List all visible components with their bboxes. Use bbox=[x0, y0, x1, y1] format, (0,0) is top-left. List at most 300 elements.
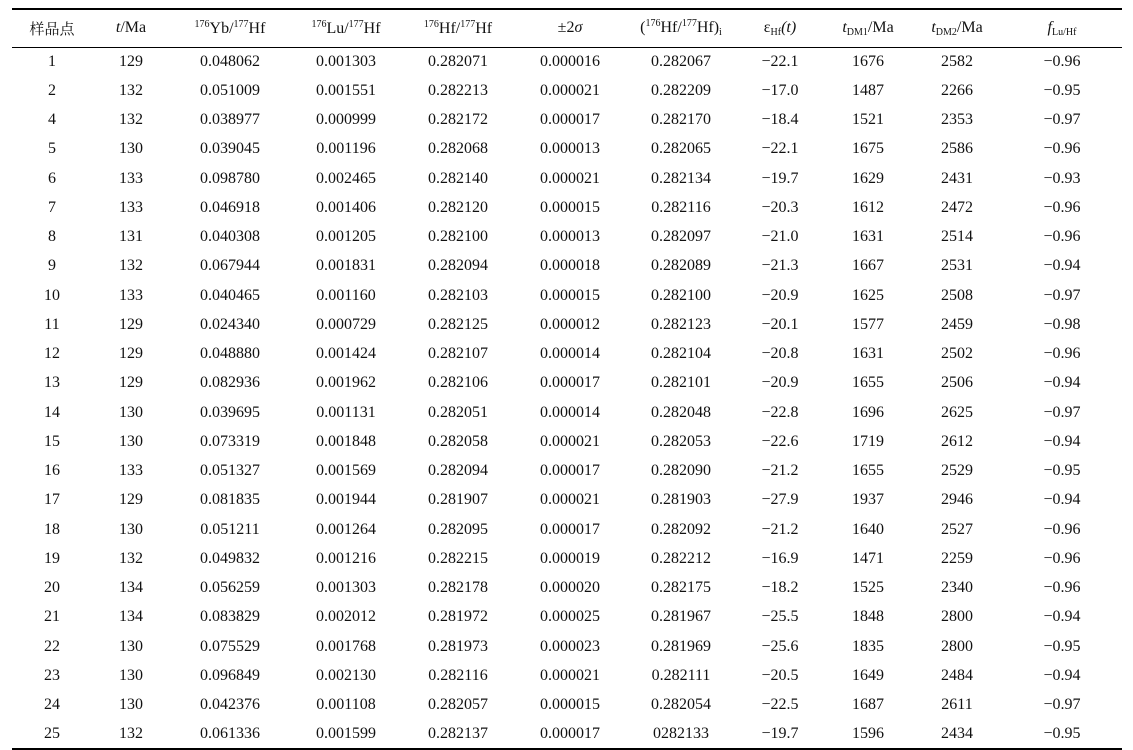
header-tdm1-var: t bbox=[842, 18, 847, 36]
table-row bbox=[12, 193, 1122, 222]
cell-sigma: 0.000015 bbox=[540, 198, 600, 216]
cell-f-lu-hf: −0.94 bbox=[1043, 432, 1081, 450]
cell-tdm1: 1471 bbox=[852, 549, 884, 567]
cell-lu-hf: 0.001569 bbox=[316, 462, 376, 480]
cell-sample: 10 bbox=[44, 286, 60, 304]
header-f-sub: Lu/Hf bbox=[1052, 26, 1077, 38]
cell-tdm1: 1937 bbox=[852, 491, 884, 509]
cell-hf-initial: 0.282116 bbox=[651, 198, 711, 216]
cell-hf-initial: 0.282048 bbox=[651, 403, 711, 421]
cell-hf-initial: 0.282111 bbox=[651, 666, 711, 684]
table-row bbox=[12, 427, 1122, 456]
cell-yb-hf: 0.083829 bbox=[200, 608, 260, 626]
cell-age: 129 bbox=[119, 345, 143, 363]
cell-tdm1: 1577 bbox=[852, 315, 884, 333]
cell-yb-hf: 0.048062 bbox=[200, 52, 260, 70]
cell-tdm1: 1625 bbox=[852, 286, 884, 304]
cell-epsilon-hf: −27.9 bbox=[761, 491, 799, 509]
cell-f-lu-hf: −0.97 bbox=[1043, 403, 1081, 421]
cell-tdm2: 2800 bbox=[941, 637, 973, 655]
cell-sigma: 0.000012 bbox=[540, 315, 600, 333]
table-row bbox=[12, 720, 1122, 749]
table-row bbox=[12, 515, 1122, 544]
cell-yb-hf: 0.051327 bbox=[200, 462, 260, 480]
cell-tdm2: 2353 bbox=[941, 111, 973, 129]
header-tdm2-sub: DM2 bbox=[935, 26, 957, 38]
cell-age: 133 bbox=[119, 462, 143, 480]
cell-sample: 7 bbox=[48, 198, 56, 216]
header-tdm2 bbox=[912, 9, 1002, 47]
cell-hf-initial: 0.282065 bbox=[651, 140, 711, 158]
cell-tdm1: 1525 bbox=[852, 579, 884, 597]
cell-f-lu-hf: −0.96 bbox=[1043, 520, 1081, 538]
header-eps-t: (t) bbox=[781, 18, 797, 36]
cell-tdm1: 1649 bbox=[852, 666, 884, 684]
cell-yb-hf: 0.040465 bbox=[200, 286, 260, 304]
header-yb-el: Yb/ bbox=[209, 19, 234, 37]
header-tdm1 bbox=[824, 9, 912, 47]
cell-epsilon-hf: −22.1 bbox=[761, 52, 799, 70]
header-sigma-pre: ±2 bbox=[557, 19, 575, 37]
cell-hf-hf: 0.282178 bbox=[428, 579, 488, 597]
cell-hf-hf: 0.282094 bbox=[428, 462, 488, 480]
cell-sample: 11 bbox=[44, 315, 60, 333]
cell-age: 133 bbox=[119, 169, 143, 187]
cell-age: 134 bbox=[119, 608, 143, 626]
cell-hf-hf: 0.282116 bbox=[428, 666, 488, 684]
cell-hf-initial: 0.282090 bbox=[651, 462, 711, 480]
table-row bbox=[12, 76, 1122, 105]
cell-lu-hf: 0.001160 bbox=[316, 286, 376, 304]
cell-hf-hf: 0.282095 bbox=[428, 520, 488, 538]
cell-epsilon-hf: −20.9 bbox=[761, 286, 799, 304]
cell-hf-initial: 0.282170 bbox=[651, 111, 711, 129]
cell-f-lu-hf: −0.96 bbox=[1043, 345, 1081, 363]
header-hfi-el: Hf/ bbox=[660, 19, 682, 37]
header-age-var: t bbox=[115, 19, 121, 37]
header-epsilon-hf bbox=[736, 9, 824, 47]
table-row bbox=[12, 661, 1122, 690]
cell-hf-hf: 0.281972 bbox=[428, 608, 488, 626]
cell-age: 130 bbox=[119, 520, 143, 538]
table-row bbox=[12, 544, 1122, 573]
cell-sample: 8 bbox=[48, 228, 56, 246]
cell-tdm2: 2259 bbox=[941, 549, 973, 567]
cell-sample: 19 bbox=[44, 549, 60, 567]
cell-sample: 5 bbox=[48, 140, 56, 158]
cell-age: 132 bbox=[119, 257, 143, 275]
cell-hf-hf: 0.282137 bbox=[402, 720, 514, 749]
cell-f-lu-hf: −0.96 bbox=[1043, 198, 1081, 216]
header-sample bbox=[12, 9, 92, 47]
cell-yb-hf: 0.040308 bbox=[200, 228, 260, 246]
cell-sample: 18 bbox=[44, 520, 60, 538]
cell-tdm2: 2340 bbox=[941, 579, 973, 597]
table-row bbox=[12, 457, 1122, 486]
cell-f-lu-hf: −0.96 bbox=[1043, 52, 1081, 70]
header-hfi-hf-el: Hf) bbox=[696, 19, 720, 37]
table-row bbox=[12, 574, 1122, 603]
cell-sigma: 0.000017 bbox=[540, 374, 600, 392]
table-row bbox=[12, 135, 1122, 164]
cell-epsilon-hf: −19.7 bbox=[736, 720, 824, 749]
cell-lu-hf: 0.001962 bbox=[316, 374, 376, 392]
cell-lu-hf: 0.001303 bbox=[316, 52, 376, 70]
cell-yb-hf: 0.082936 bbox=[200, 374, 260, 392]
cell-age: 131 bbox=[119, 228, 143, 246]
header-lu-hf-el: Hf bbox=[363, 19, 381, 37]
cell-epsilon-hf: −22.6 bbox=[761, 432, 799, 450]
cell-epsilon-hf: −20.8 bbox=[761, 345, 799, 363]
header-yb-hf bbox=[170, 9, 290, 47]
cell-sample: 25 bbox=[12, 720, 92, 749]
cell-sigma: 0.000015 bbox=[540, 696, 600, 714]
cell-sigma: 0.000014 bbox=[540, 345, 600, 363]
cell-sample: 13 bbox=[44, 374, 60, 392]
cell-lu-hf: 0.001831 bbox=[316, 257, 376, 275]
cell-tdm2: 2484 bbox=[941, 666, 973, 684]
table-row bbox=[12, 223, 1122, 252]
cell-f-lu-hf: −0.97 bbox=[1043, 111, 1081, 129]
header-lu-mass-a: 176 bbox=[311, 18, 327, 30]
cell-lu-hf: 0.001551 bbox=[316, 81, 376, 99]
cell-sigma: 0.000017 bbox=[514, 720, 626, 749]
cell-epsilon-hf: −21.2 bbox=[761, 520, 799, 538]
cell-yb-hf: 0.056259 bbox=[200, 579, 260, 597]
cell-tdm2: 2459 bbox=[941, 315, 973, 333]
cell-hf-hf: 0.282106 bbox=[428, 374, 488, 392]
cell-f-lu-hf: −0.93 bbox=[1043, 169, 1081, 187]
cell-lu-hf: 0.001944 bbox=[316, 491, 376, 509]
table-row bbox=[12, 486, 1122, 515]
cell-yb-hf: 0.098780 bbox=[200, 169, 260, 187]
cell-sample: 20 bbox=[44, 579, 60, 597]
cell-age: 130 bbox=[119, 140, 143, 158]
cell-hf-hf: 0.282215 bbox=[428, 549, 488, 567]
header-eps-symbol: ε bbox=[763, 18, 771, 36]
cell-tdm2: 2800 bbox=[941, 608, 973, 626]
cell-hf-hf: 0.282068 bbox=[428, 140, 488, 158]
cell-hf-initial: 0.282092 bbox=[651, 520, 711, 538]
cell-hf-hf: 0.282107 bbox=[428, 345, 488, 363]
cell-sample: 15 bbox=[44, 432, 60, 450]
table-header bbox=[12, 9, 1122, 47]
cell-f-lu-hf: −0.95 bbox=[1043, 462, 1081, 480]
cell-hf-hf: 0.282051 bbox=[428, 403, 488, 421]
header-tdm2-unit: /Ma bbox=[956, 18, 983, 36]
cell-sigma: 0.000021 bbox=[540, 81, 600, 99]
cell-yb-hf: 0.039045 bbox=[200, 140, 260, 158]
cell-age: 130 bbox=[119, 637, 143, 655]
cell-yb-hf: 0.039695 bbox=[200, 403, 260, 421]
cell-sigma: 0.000018 bbox=[540, 257, 600, 275]
header-eps-sub: Hf bbox=[770, 26, 782, 38]
cell-yb-hf: 0.081835 bbox=[200, 491, 260, 509]
cell-sigma: 0.000019 bbox=[540, 549, 600, 567]
cell-lu-hf: 0.001406 bbox=[316, 198, 376, 216]
cell-lu-hf: 0.001108 bbox=[316, 696, 376, 714]
cell-epsilon-hf: −21.0 bbox=[761, 228, 799, 246]
cell-sample: 24 bbox=[44, 696, 60, 714]
cell-tdm1: 1521 bbox=[852, 111, 884, 129]
header-sigma-var: σ bbox=[574, 19, 583, 37]
cell-yb-hf: 0.048880 bbox=[200, 345, 260, 363]
cell-yb-hf: 0.024340 bbox=[200, 315, 260, 333]
cell-tdm1: 1676 bbox=[852, 52, 884, 70]
cell-epsilon-hf: −20.3 bbox=[761, 198, 799, 216]
cell-hf-hf: 0.282213 bbox=[428, 81, 488, 99]
header-yb-mass-b: 177 bbox=[233, 18, 249, 30]
cell-age: 133 bbox=[119, 198, 143, 216]
header-hfi-open: ( bbox=[640, 19, 646, 37]
cell-f-lu-hf: −0.98 bbox=[1043, 315, 1081, 333]
cell-lu-hf: 0.000729 bbox=[316, 315, 376, 333]
cell-sigma: 0.000016 bbox=[540, 52, 600, 70]
cell-epsilon-hf: −22.8 bbox=[761, 403, 799, 421]
cell-age: 133 bbox=[119, 286, 143, 304]
cell-tdm2: 2625 bbox=[941, 403, 973, 421]
cell-f-lu-hf: −0.94 bbox=[1043, 257, 1081, 275]
cell-tdm2: 2472 bbox=[941, 198, 973, 216]
cell-epsilon-hf: −20.5 bbox=[761, 666, 799, 684]
cell-hf-hf: 0.282058 bbox=[428, 432, 488, 450]
cell-yb-hf: 0.073319 bbox=[200, 432, 260, 450]
cell-epsilon-hf: −20.1 bbox=[761, 315, 799, 333]
header-age-unit: /Ma bbox=[120, 19, 147, 37]
table-row bbox=[12, 369, 1122, 398]
cell-lu-hf: 0.000999 bbox=[316, 111, 376, 129]
cell-sigma: 0.000017 bbox=[540, 462, 600, 480]
header-tdm1-unit: /Ma bbox=[867, 18, 894, 36]
cell-tdm1: 1612 bbox=[852, 198, 884, 216]
cell-hf-hf: 0.282172 bbox=[428, 111, 488, 129]
cell-hf-hf: 0.282100 bbox=[428, 228, 488, 246]
cell-f-lu-hf: −0.96 bbox=[1043, 579, 1081, 597]
cell-hf-hf: 0.282094 bbox=[428, 257, 488, 275]
header-yb-hf-el: Hf bbox=[248, 19, 266, 37]
cell-f-lu-hf: −0.94 bbox=[1043, 374, 1081, 392]
cell-sample: 12 bbox=[44, 345, 60, 363]
table-row bbox=[12, 252, 1122, 281]
cell-lu-hf: 0.001205 bbox=[316, 228, 376, 246]
cell-tdm1: 1696 bbox=[852, 403, 884, 421]
cell-lu-hf: 0.001848 bbox=[316, 432, 376, 450]
cell-sigma: 0.000013 bbox=[540, 140, 600, 158]
cell-hf-hf: 0.281973 bbox=[428, 637, 488, 655]
cell-age: 129 bbox=[119, 315, 143, 333]
cell-epsilon-hf: −22.1 bbox=[761, 140, 799, 158]
cell-yb-hf: 0.075529 bbox=[200, 637, 260, 655]
cell-yb-hf: 0.061336 bbox=[170, 720, 290, 749]
cell-tdm2: 2431 bbox=[941, 169, 973, 187]
cell-epsilon-hf: −19.7 bbox=[761, 169, 799, 187]
header-tdm1-sub: DM1 bbox=[846, 26, 868, 38]
cell-sample: 14 bbox=[44, 403, 60, 421]
cell-lu-hf: 0.001131 bbox=[316, 403, 376, 421]
cell-hf-initial: 0.282097 bbox=[651, 228, 711, 246]
cell-tdm2: 2434 bbox=[912, 720, 1002, 749]
cell-tdm1: 1719 bbox=[852, 432, 884, 450]
cell-hf-initial: 0.282104 bbox=[651, 345, 711, 363]
cell-tdm2: 2266 bbox=[941, 81, 973, 99]
cell-epsilon-hf: −22.5 bbox=[761, 696, 799, 714]
cell-yb-hf: 0.049832 bbox=[200, 549, 260, 567]
cell-epsilon-hf: −21.3 bbox=[761, 257, 799, 275]
table-row bbox=[12, 106, 1122, 135]
cell-hf-hf: 0.282071 bbox=[428, 52, 488, 70]
cell-age: 129 bbox=[119, 374, 143, 392]
cell-tdm1: 1631 bbox=[852, 228, 884, 246]
header-row bbox=[12, 9, 1122, 47]
cell-tdm2: 2582 bbox=[941, 52, 973, 70]
cell-tdm1: 1487 bbox=[852, 81, 884, 99]
cell-sample: 16 bbox=[44, 462, 60, 480]
cell-lu-hf: 0.001768 bbox=[316, 637, 376, 655]
table-row bbox=[12, 603, 1122, 632]
header-lu-hf bbox=[290, 9, 402, 47]
cell-yb-hf: 0.067944 bbox=[200, 257, 260, 275]
cell-tdm2: 2506 bbox=[941, 374, 973, 392]
cell-sample: 22 bbox=[44, 637, 60, 655]
header-yb-mass-a: 176 bbox=[194, 18, 210, 30]
cell-age: 134 bbox=[119, 579, 143, 597]
cell-lu-hf: 0.002012 bbox=[316, 608, 376, 626]
cell-sigma: 0.000021 bbox=[540, 666, 600, 684]
cell-hf-initial: 0.282175 bbox=[651, 579, 711, 597]
cell-lu-hf: 0.002465 bbox=[316, 169, 376, 187]
cell-tdm1: 1835 bbox=[852, 637, 884, 655]
cell-age: 132 bbox=[119, 549, 143, 567]
cell-tdm2: 2529 bbox=[941, 462, 973, 480]
cell-lu-hf: 0.001264 bbox=[316, 520, 376, 538]
cell-sigma: 0.000023 bbox=[540, 637, 600, 655]
header-hf-initial bbox=[626, 9, 736, 47]
cell-age: 130 bbox=[119, 403, 143, 421]
cell-lu-hf: 0.001216 bbox=[316, 549, 376, 567]
cell-yb-hf: 0.051009 bbox=[200, 81, 260, 99]
cell-sigma: 0.000017 bbox=[540, 520, 600, 538]
cell-f-lu-hf: −0.94 bbox=[1043, 491, 1081, 509]
cell-f-lu-hf: −0.96 bbox=[1043, 228, 1081, 246]
header-hf-el: Hf/ bbox=[438, 19, 461, 37]
cell-f-lu-hf: −0.94 bbox=[1043, 666, 1081, 684]
hf-isotope-table bbox=[12, 8, 1122, 750]
header-sample-text: 样品点 bbox=[29, 19, 75, 38]
cell-age: 130 bbox=[119, 666, 143, 684]
header-hfi-mass-a: 176 bbox=[645, 18, 661, 30]
cell-epsilon-hf: −17.0 bbox=[761, 81, 799, 99]
cell-epsilon-hf: −21.2 bbox=[761, 462, 799, 480]
cell-age: 130 bbox=[119, 696, 143, 714]
cell-hf-hf: 0.282140 bbox=[428, 169, 488, 187]
cell-tdm2: 2508 bbox=[941, 286, 973, 304]
cell-tdm2: 2611 bbox=[941, 696, 973, 714]
cell-age: 129 bbox=[119, 491, 143, 509]
cell-hf-initial: 0.281903 bbox=[651, 491, 711, 509]
cell-f-lu-hf: −0.97 bbox=[1043, 696, 1081, 714]
cell-sample: 17 bbox=[44, 491, 60, 509]
cell-tdm2: 2586 bbox=[941, 140, 973, 158]
cell-hf-initial: 0.282123 bbox=[651, 315, 711, 333]
cell-tdm1: 1675 bbox=[852, 140, 884, 158]
table-row bbox=[12, 47, 1122, 76]
cell-f-lu-hf: −0.96 bbox=[1043, 549, 1081, 567]
cell-lu-hf: 0.001599 bbox=[290, 720, 402, 749]
header-hf-hf bbox=[402, 9, 514, 47]
cell-sample: 21 bbox=[44, 608, 60, 626]
cell-lu-hf: 0.001196 bbox=[316, 140, 376, 158]
cell-sample: 6 bbox=[48, 169, 56, 187]
cell-yb-hf: 0.038977 bbox=[200, 111, 260, 129]
header-f-lu-hf bbox=[1002, 9, 1122, 47]
cell-sigma: 0.000014 bbox=[540, 403, 600, 421]
cell-tdm1: 1631 bbox=[852, 345, 884, 363]
cell-hf-initial: 0.282101 bbox=[651, 374, 711, 392]
cell-sigma: 0.000013 bbox=[540, 228, 600, 246]
table-body bbox=[12, 47, 1122, 749]
cell-hf-hf: 0.281907 bbox=[428, 491, 488, 509]
cell-tdm2: 2531 bbox=[941, 257, 973, 275]
header-hf-hf-el: Hf bbox=[475, 19, 493, 37]
header-hf-mass-b: 177 bbox=[460, 18, 476, 30]
cell-f-lu-hf: −0.96 bbox=[1043, 140, 1081, 158]
cell-sigma: 0.000017 bbox=[540, 111, 600, 129]
cell-f-lu-hf: −0.95 bbox=[1043, 81, 1081, 99]
cell-yb-hf: 0.042376 bbox=[200, 696, 260, 714]
cell-f-lu-hf: −0.94 bbox=[1043, 608, 1081, 626]
header-hfi-sub: i bbox=[719, 27, 722, 39]
cell-tdm1: 1655 bbox=[852, 462, 884, 480]
cell-age: 129 bbox=[119, 52, 143, 70]
cell-sigma: 0.000020 bbox=[540, 579, 600, 597]
cell-epsilon-hf: −20.9 bbox=[761, 374, 799, 392]
cell-sigma: 0.000025 bbox=[540, 608, 600, 626]
header-sigma bbox=[514, 9, 626, 47]
cell-tdm1: 1667 bbox=[852, 257, 884, 275]
cell-yb-hf: 0.096849 bbox=[200, 666, 260, 684]
cell-epsilon-hf: −25.6 bbox=[761, 637, 799, 655]
cell-sigma: 0.000021 bbox=[540, 491, 600, 509]
cell-epsilon-hf: −25.5 bbox=[761, 608, 799, 626]
cell-hf-initial: 0.282089 bbox=[651, 257, 711, 275]
cell-sample: 23 bbox=[44, 666, 60, 684]
cell-hf-hf: 0.282120 bbox=[428, 198, 488, 216]
cell-yb-hf: 0.051211 bbox=[200, 520, 260, 538]
cell-age: 132 bbox=[92, 720, 170, 749]
cell-f-lu-hf: −0.95 bbox=[1043, 637, 1081, 655]
cell-hf-hf: 0.282103 bbox=[428, 286, 488, 304]
cell-tdm1: 1629 bbox=[852, 169, 884, 187]
header-age bbox=[92, 9, 170, 47]
cell-hf-initial: 0.282212 bbox=[651, 549, 711, 567]
cell-hf-initial: 0.282067 bbox=[651, 52, 711, 70]
header-hfi-mass-b: 177 bbox=[681, 18, 697, 30]
cell-tdm2: 2514 bbox=[941, 228, 973, 246]
cell-f-lu-hf: −0.95 bbox=[1002, 720, 1122, 749]
table-row bbox=[12, 281, 1122, 310]
cell-tdm2: 2502 bbox=[941, 345, 973, 363]
cell-hf-initial: 0.281969 bbox=[651, 637, 711, 655]
cell-tdm1: 1687 bbox=[852, 696, 884, 714]
table-row bbox=[12, 310, 1122, 339]
cell-tdm1: 1640 bbox=[852, 520, 884, 538]
cell-sigma: 0.000021 bbox=[540, 432, 600, 450]
cell-hf-hf: 0.282057 bbox=[428, 696, 488, 714]
cell-sample: 9 bbox=[48, 257, 56, 275]
header-hf-mass-a: 176 bbox=[423, 18, 439, 30]
cell-sample: 1 bbox=[48, 52, 56, 70]
table-row bbox=[12, 164, 1122, 193]
